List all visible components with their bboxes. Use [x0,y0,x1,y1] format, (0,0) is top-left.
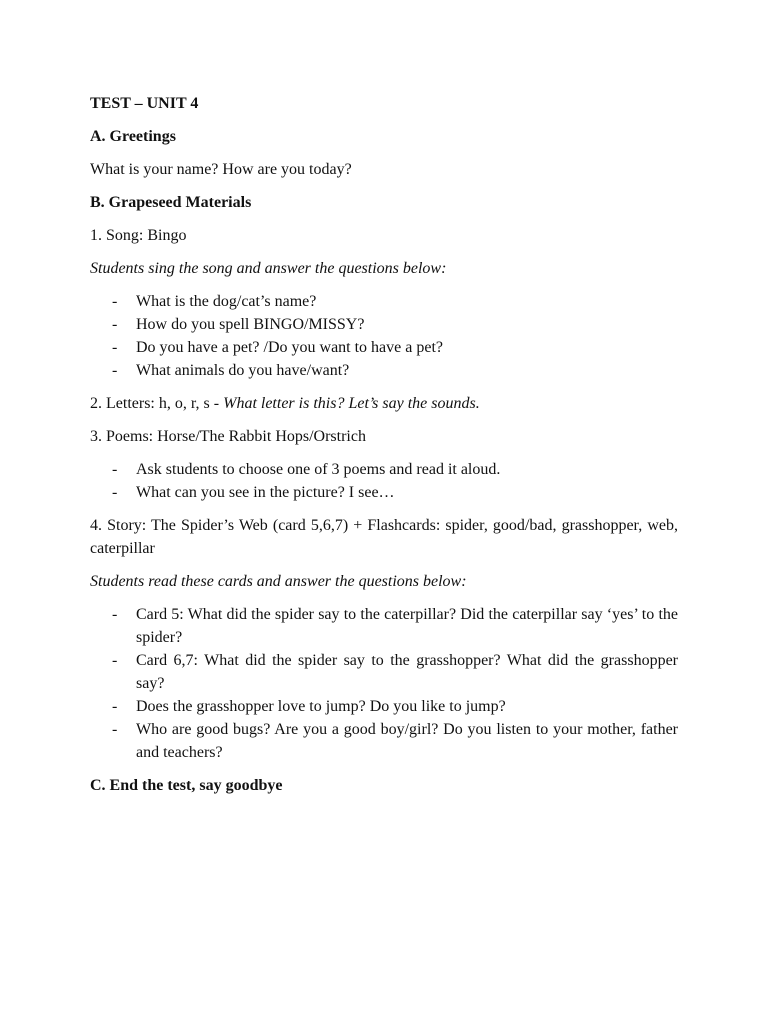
document-title: TEST – UNIT 4 [90,95,199,112]
section-a-heading: A. Greetings [90,128,176,145]
letters-italic-text: What letter is this? Let’s say the sounds. [223,395,480,412]
dash-bullet: - [112,652,118,669]
list-item [90,695,678,718]
dash-bullet: - [112,484,118,501]
list-item [90,290,678,313]
list-item-text: How do you spell BINGO/MISSY? [136,316,365,333]
list-item [90,649,678,695]
letters-text: 2. Letters: h, o, r, s - [90,395,224,412]
song-question-list [90,290,678,382]
list-item-text: What animals do you have/want? [136,362,350,379]
list-item [90,603,678,649]
song-instruction: Students sing the song and answer the questions below: [90,260,447,277]
list-item [90,718,678,764]
letters-line [90,392,678,415]
section-b-heading: B. Grapeseed Materials [90,194,252,211]
dash-bullet: - [112,606,118,623]
list-item-text: Who are good bugs? Are you a good boy/girl? Do you listen to your mother, father and teachers? [136,721,678,761]
story-question-list [90,603,678,764]
list-item-text: Card 6,7: What did the spider say to the grasshopper? What did the grasshopper say? [136,652,678,692]
list-item [90,481,678,504]
dash-bullet: - [112,461,118,478]
list-item-text: Card 5: What did the spider say to the caterpillar? Did the caterpillar say ‘yes’ to the spider? [136,606,678,646]
list-item [90,458,678,481]
section-c-heading: C. End the test, say goodbye [90,777,283,794]
section-a-text: What is your name? How are you today? [90,161,352,178]
dash-bullet: - [112,362,118,379]
list-item-text: What is the dog/cat’s name? [136,293,317,310]
dash-bullet: - [112,721,118,738]
list-item [90,336,678,359]
dash-bullet: - [112,316,118,333]
dash-bullet: - [112,339,118,356]
dash-bullet: - [112,293,118,310]
document-page [90,92,678,807]
list-item-text: What can you see in the picture? I see… [136,484,395,501]
story-title: 4. Story: The Spider’s Web (card 5,6,7) + Flashcards: spider, good/bad, grasshopper, web, caterpillar [90,517,678,557]
list-item [90,313,678,336]
poems-title: 3. Poems: Horse/The Rabbit Hops/Orstrich [90,428,366,445]
list-item-text: Ask students to choose one of 3 poems and read it aloud. [136,461,501,478]
story-instruction: Students read these cards and answer the questions below: [90,573,467,590]
list-item-text: Do you have a pet? /Do you want to have a pet? [136,339,444,356]
dash-bullet: - [112,698,118,715]
song-title: 1. Song: Bingo [90,227,187,244]
list-item-text: Does the grasshopper love to jump? Do you like to jump? [136,698,506,715]
list-item [90,359,678,382]
poems-list [90,458,678,504]
